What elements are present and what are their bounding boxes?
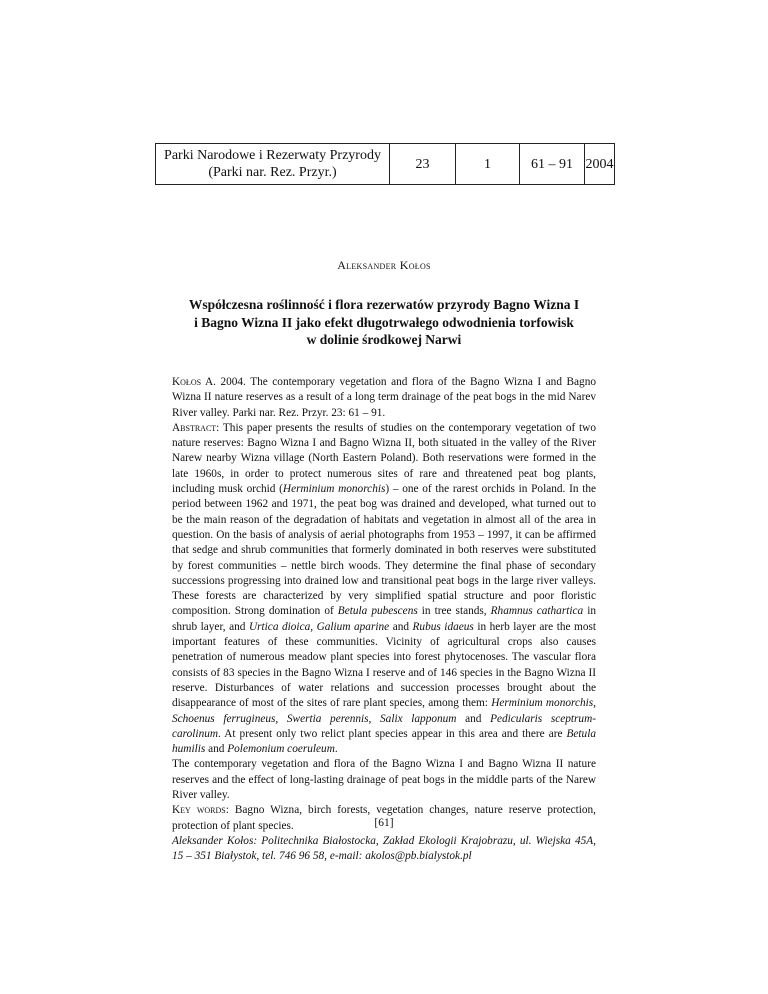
abstract-text: . bbox=[334, 743, 338, 756]
abstract-text: . At present only two relict plant species appear in this area and there are bbox=[218, 727, 567, 740]
journal-header-table bbox=[155, 143, 615, 185]
author-name: Aleksander Kołos bbox=[337, 258, 431, 272]
abstract-paragraph bbox=[172, 421, 596, 758]
abstract-text: in shrub layer, and bbox=[172, 605, 596, 633]
species-name: Pedicularis sceptrum-carolinum bbox=[172, 712, 596, 740]
keywords-label: Key words bbox=[172, 804, 226, 817]
title-line-1: Współczesna roślinność i flora rezerwatów przyrody Bagno Wizna I bbox=[188, 297, 580, 312]
abstract-label: Abstract bbox=[172, 421, 217, 434]
author-affiliation bbox=[172, 834, 596, 865]
page-number: [61] bbox=[374, 817, 394, 829]
abstract-block bbox=[172, 375, 596, 865]
species-name: Herminium monorchis bbox=[282, 483, 386, 496]
species-name: Rubus idaeus bbox=[412, 620, 474, 633]
abstract-text: and bbox=[456, 712, 491, 725]
species-name: Herminium monorchis, Schoenus ferrugineus, Swertia perennis, Salix lapponum bbox=[172, 697, 597, 725]
year-cell: 2004 bbox=[585, 144, 615, 185]
citation-text: A. 2004. The contemporary vegetation and flora of the Bagno Wizna I and Bagno Wizna II nature reserves as a result of a long term drainage of the peat bogs in the mid Narev River valley. Parki nar. Rez. Przyr. 23: 61 – 91. bbox=[172, 376, 596, 419]
abstract-text: and bbox=[205, 743, 228, 756]
keywords-text: : Bagno Wizna, birch forests, vegetation changes, nature reserve protection, protection of plant species. bbox=[172, 804, 596, 832]
citation-paragraph bbox=[172, 375, 596, 421]
affiliation-text: Aleksander Kołos: Politechnika Białostocka, Zakład Ekologii Krajobrazu, ul. Wiejska 45A, 15 – 351 Białystok, tel. 746 96 58, e-mail: akolos@pb.bialystok.pl bbox=[172, 834, 596, 863]
summary-paragraph: The contemporary vegetation and flora of the Bagno Wizna I and Bagno Wizna II nature reserves and the effect of long-lasting drainage of peat bogs in the middle parts of the Narew River valley. bbox=[172, 758, 596, 802]
species-name: Betula pubescens bbox=[337, 605, 418, 618]
article-title bbox=[150, 296, 618, 349]
issue-cell: 1 bbox=[456, 144, 520, 185]
species-name: Polemonium coeruleum bbox=[227, 743, 335, 756]
abstract-text: in tree stands, bbox=[417, 605, 491, 618]
journal-name: Parki Narodowe i Rezerwaty Przyrody bbox=[164, 148, 381, 163]
volume-cell: 23 bbox=[390, 144, 456, 185]
pages-cell: 61 – 91 bbox=[520, 144, 585, 185]
journal-abbrev: (Parki nar. Rez. Przyr.) bbox=[208, 165, 337, 180]
abstract-text: ) – one of the rarest orchids in Poland. In the period between 1962 and 1971, the peat bog was drained and developed, what turned out to be the main reason of the degradation of habitats and vegetation in almost all of the area in question. On the basis of analysis of aerial photographs from 1953 – 1997, it can be affirmed that sedge and shrub communities that formerly dominated in both reserves were substituted by forest communities – nettle birch woods. They determine the final phase of secondary successions progressing into drained low and transitional peat bogs in the large river valleys. These forests are characterized by very simplified spatial structure and poor floristic composition. Strong domination of bbox=[172, 483, 596, 618]
species-name: Urtica dioica, Galium aparine bbox=[248, 620, 390, 633]
abstract-text: : This paper presents the results of studies on the contemporary vegetation of two nature reserves: Bagno Wizna I and Bagno Wizna II, both situated in the valley of the River Narew nearby Wizna village (North Eastern Poland). Both reservations were formed in the late 1960s, in order to protect numerous sites of rare and threatened peat bog plants, including musk orchid ( bbox=[172, 421, 596, 496]
citation-author: Kołos bbox=[172, 376, 202, 388]
journal-name-cell bbox=[156, 144, 390, 185]
species-name: Betula humilis bbox=[172, 727, 596, 756]
title-line-2: i Bagno Wizna II jako efekt długotrwałego odwodnienia torfowisk bbox=[194, 314, 574, 330]
title-line-3: w dolinie środkowej Narwi bbox=[306, 332, 462, 347]
species-name: Rhamnus cathartica bbox=[490, 605, 584, 618]
abstract-text: and bbox=[389, 620, 413, 633]
abstract-text: in herb layer are the most important features of these communities. Vicinity of agricultural crops also causes penetration of numerous meadow plant species into forest phytocenoses. The vascular flora consists of 83 species in the Bagno Wizna I reserve and of 146 species in the Bagno Wizna II reserve. Disturbances of water relations and succession processes brought about the disappearance of most of the sites of rare plant species, among them: bbox=[172, 620, 597, 710]
